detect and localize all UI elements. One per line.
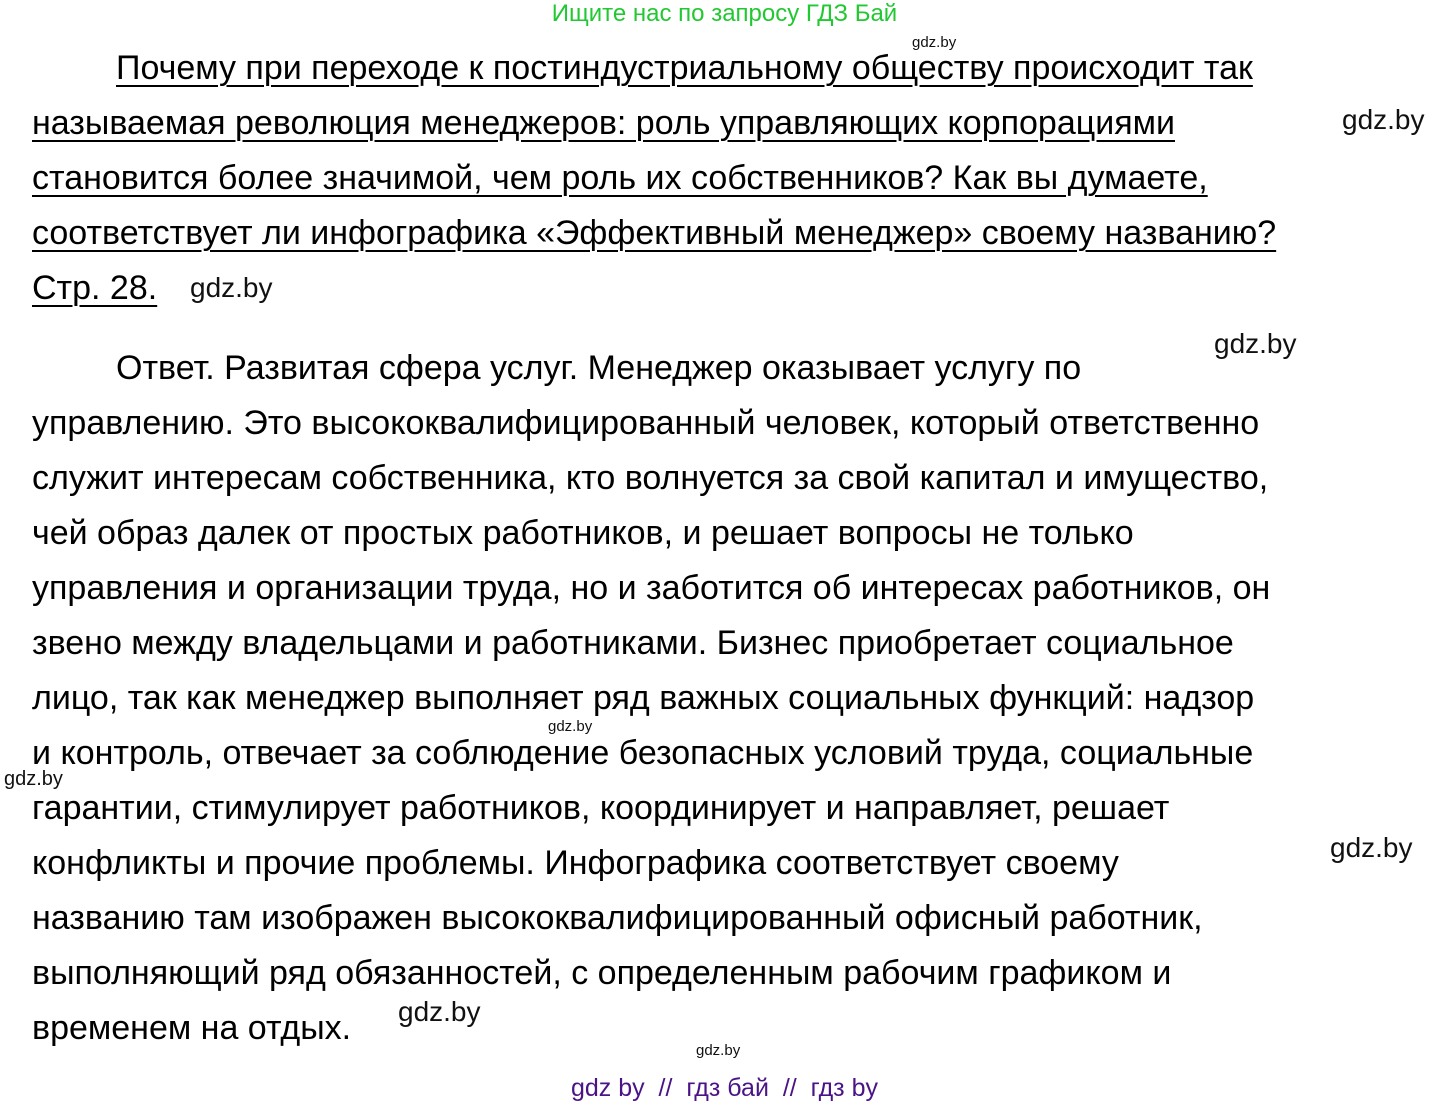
answer-line: управлению. Это высококвалифицированный человек, который ответственно bbox=[32, 404, 1260, 442]
watermark: gdz.by bbox=[912, 34, 957, 51]
answer-line: лицо, так как менеджер выполняет ряд важных социальных функций: надзор bbox=[32, 679, 1255, 717]
watermark: gdz.by bbox=[4, 768, 63, 790]
search-banner: Ищите нас по запросу ГДЗ Бай bbox=[551, 0, 898, 27]
answer-line: чей образ далек от простых работников, и решает вопросы не только bbox=[32, 514, 1134, 552]
watermark: gdz.by bbox=[398, 996, 481, 1027]
watermark: gdz.by bbox=[548, 718, 593, 735]
answer-line: Ответ. Развитая сфера услуг. Менеджер оказывает услугу по bbox=[116, 349, 1082, 387]
question-line: Почему при переходе к постиндустриальному обществу происходит так bbox=[116, 49, 1253, 87]
watermark: gdz.by bbox=[1342, 104, 1425, 135]
answer-line: звено между владельцами и работниками. Бизнес приобретает социальное bbox=[32, 624, 1234, 662]
page-reference: Стр. 28. bbox=[32, 269, 158, 307]
watermark: gdz.by bbox=[1330, 832, 1413, 863]
watermark: gdz.by bbox=[190, 272, 273, 303]
question-line: становится более значимой, чем роль их собственников? Как вы думаете, bbox=[32, 159, 1208, 197]
watermark: gdz.by bbox=[1214, 328, 1297, 359]
answer-line: временем на отдых. bbox=[32, 1009, 352, 1047]
answer-line: выполняющий ряд обязанностей, с определенным рабочим графиком и bbox=[32, 954, 1172, 992]
answer-line: гарантии, стимулирует работников, координирует и направляет, решает bbox=[32, 789, 1170, 827]
answer-line: управления и организации труда, но и заботится об интересах работников, он bbox=[32, 569, 1271, 607]
answer-line: служит интересам собственника, кто волнуется за свой капитал и имущество, bbox=[32, 459, 1269, 497]
question-line: соответствует ли инфографика «Эффективный менеджер» своему названию? bbox=[32, 214, 1277, 252]
answer-line: и контроль, отвечает за соблюдение безопасных условий труда, социальные bbox=[32, 734, 1254, 772]
watermark: gdz.by bbox=[696, 1042, 741, 1059]
answer-line: названию там изображен высококвалифицированный офисный работник, bbox=[32, 899, 1203, 937]
answer-line: конфликты и прочие проблемы. Инфографика соответствует своему bbox=[32, 844, 1119, 882]
question-line: называемая революция менеджеров: роль управляющих корпорациями bbox=[32, 104, 1175, 142]
footer-links[interactable]: gdz by // гдз бай // гдз by bbox=[570, 1074, 878, 1102]
